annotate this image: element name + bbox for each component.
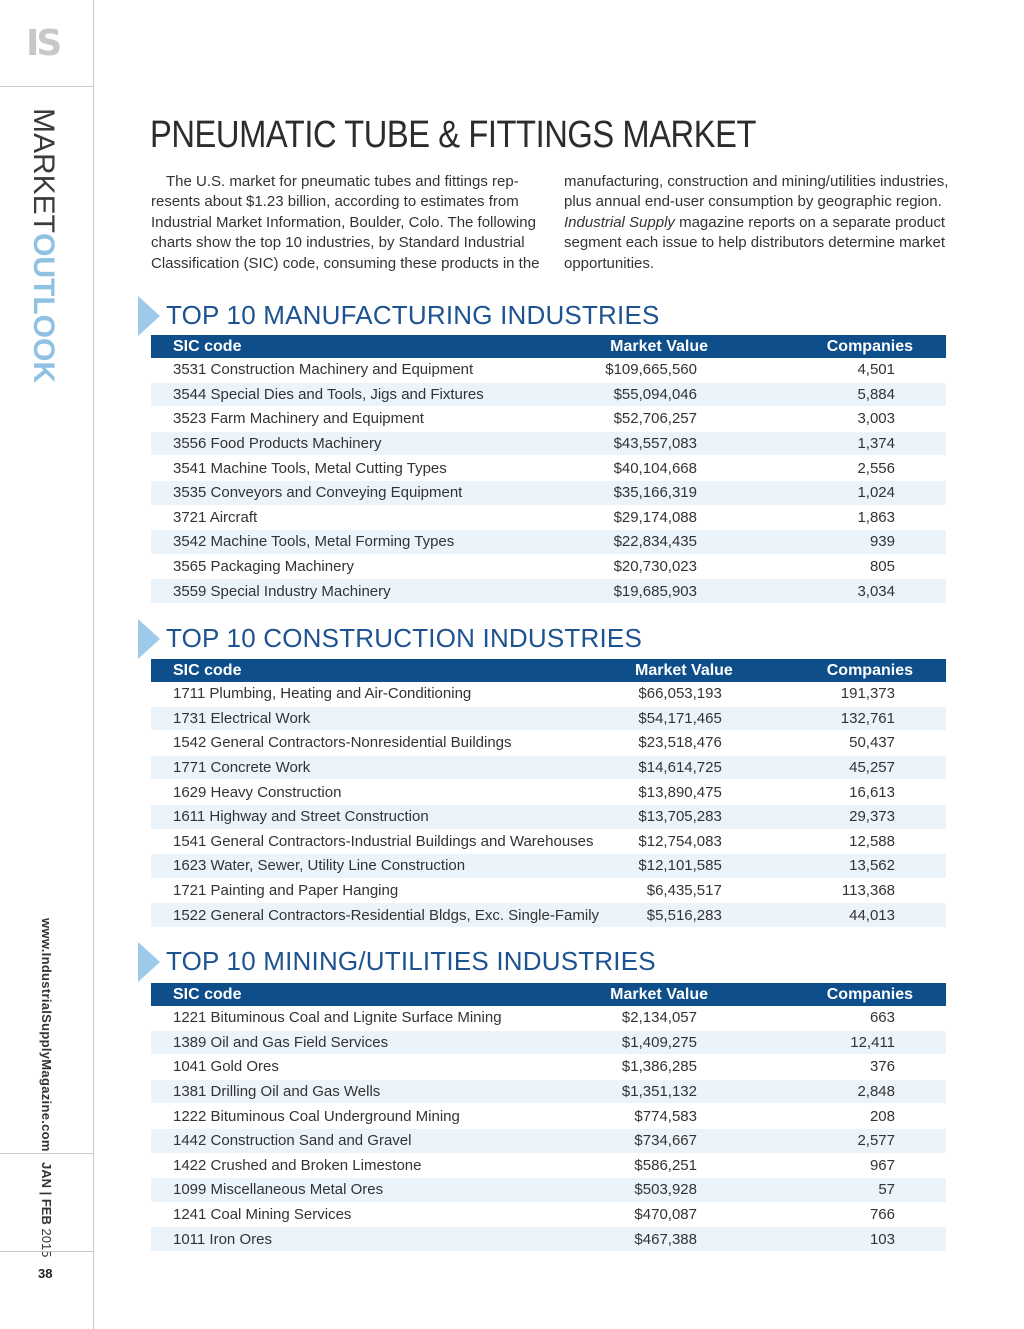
page-number: 38 xyxy=(38,1266,53,1281)
sidebar-divider xyxy=(0,86,93,87)
page-title: PNEUMATIC TUBE & FITTINGS MARKET xyxy=(150,114,757,156)
table-row xyxy=(151,432,946,457)
companies-cell: 4,501 xyxy=(733,358,946,383)
intro-column-1: The U.S. market for pneumatic tubes and fittings represents about $1.23 billion, according to estimates from Industrial Market Information, Boulder, Colo. The following charts show the top 10 industries, by Standard Industrial Classification (SIC) code, consuming these products in the xyxy=(151,173,540,272)
table-row xyxy=(151,879,946,904)
intro-column-2 xyxy=(564,172,950,274)
construction-table xyxy=(151,659,946,928)
table-row xyxy=(151,731,946,756)
arrow-icon xyxy=(138,942,160,982)
companies-cell: 29,373 xyxy=(758,805,946,830)
mining-table xyxy=(151,983,946,1252)
companies-cell: 1,374 xyxy=(733,432,946,457)
companies-cell: 5,884 xyxy=(733,383,946,408)
column-header: SIC code xyxy=(151,659,599,682)
table-row xyxy=(151,1031,946,1056)
sidebar xyxy=(0,0,94,1329)
sic-cell: 3523 Farm Machinery and Equipment xyxy=(151,407,560,432)
companies-cell: 766 xyxy=(733,1203,946,1228)
table-row xyxy=(151,854,946,879)
table-row xyxy=(151,1227,946,1252)
market-value-cell: $19,685,903 xyxy=(560,579,733,604)
table-row xyxy=(151,682,946,707)
table-row xyxy=(151,383,946,408)
column-header: SIC code xyxy=(151,983,560,1006)
companies-cell: 208 xyxy=(733,1104,946,1129)
sic-cell: 1422 Crushed and Broken Limestone xyxy=(151,1154,560,1179)
market-value-cell: $1,409,275 xyxy=(560,1031,733,1056)
market-value-cell: $5,516,283 xyxy=(599,903,758,928)
sic-cell: 3565 Packaging Machinery xyxy=(151,555,560,580)
table-row xyxy=(151,481,946,506)
companies-cell: 191,373 xyxy=(758,682,946,707)
sic-cell: 1623 Water, Sewer, Utility Line Construction xyxy=(151,854,599,879)
sic-cell: 3721 Aircraft xyxy=(151,506,560,531)
companies-cell: 44,013 xyxy=(758,903,946,928)
sic-cell: 1611 Highway and Street Construction xyxy=(151,805,599,830)
market-value-cell: $13,705,283 xyxy=(599,805,758,830)
table-row xyxy=(151,579,946,604)
sic-cell: 3542 Machine Tools, Metal Forming Types xyxy=(151,530,560,555)
market-value-cell: $470,087 xyxy=(560,1203,733,1228)
table-row xyxy=(151,1154,946,1179)
companies-cell: 13,562 xyxy=(758,854,946,879)
table-row xyxy=(151,407,946,432)
companies-cell: 45,257 xyxy=(758,756,946,781)
section-label xyxy=(28,108,58,383)
market-value-cell: $2,134,057 xyxy=(560,1006,733,1031)
sic-cell: 1731 Electrical Work xyxy=(151,707,599,732)
companies-cell: 1,024 xyxy=(733,481,946,506)
market-value-cell: $774,583 xyxy=(560,1104,733,1129)
table-row xyxy=(151,830,946,855)
table-row xyxy=(151,506,946,531)
companies-cell: 1,863 xyxy=(733,506,946,531)
table-header-row xyxy=(151,983,946,1006)
companies-cell: 2,577 xyxy=(733,1129,946,1154)
market-value-cell: $12,101,585 xyxy=(599,854,758,879)
companies-cell: 376 xyxy=(733,1055,946,1080)
intro-text: magazine reports on a separate product segment each issue to help distributors determine market opportunities. xyxy=(564,213,946,272)
table-row xyxy=(151,1006,946,1031)
companies-cell: 12,588 xyxy=(758,830,946,855)
sidebar-divider xyxy=(0,1153,93,1154)
market-value-cell: $467,388 xyxy=(560,1227,733,1252)
market-value-cell: $43,557,083 xyxy=(560,432,733,457)
sic-cell: 1711 Plumbing, Heating and Air-Conditioning xyxy=(151,682,599,707)
sic-cell: 3559 Special Industry Machinery xyxy=(151,579,560,604)
table-row xyxy=(151,756,946,781)
sic-cell: 3544 Special Dies and Tools, Jigs and Fixtures xyxy=(151,383,560,408)
sic-cell: 1241 Coal Mining Services xyxy=(151,1203,560,1228)
sidebar-divider xyxy=(0,1251,93,1252)
section-label-light: MARKET xyxy=(27,108,60,234)
market-value-cell: $109,665,560 xyxy=(560,358,733,383)
table-row xyxy=(151,903,946,928)
sic-cell: 1542 General Contractors-Nonresidential Buildings xyxy=(151,731,599,756)
table-row xyxy=(151,1104,946,1129)
companies-cell: 663 xyxy=(733,1006,946,1031)
sic-cell: 1629 Heavy Construction xyxy=(151,780,599,805)
table-row xyxy=(151,805,946,830)
sic-cell: 1221 Bituminous Coal and Lignite Surface Mining xyxy=(151,1006,560,1031)
sic-cell: 1099 Miscellaneous Metal Ores xyxy=(151,1178,560,1203)
market-value-cell: $35,166,319 xyxy=(560,481,733,506)
sic-cell: 1442 Construction Sand and Gravel xyxy=(151,1129,560,1154)
market-value-cell: $734,667 xyxy=(560,1129,733,1154)
market-value-cell: $29,174,088 xyxy=(560,506,733,531)
sic-cell: 3556 Food Products Machinery xyxy=(151,432,560,457)
section-title: TOP 10 MINING/UTILITIES INDUSTRIES xyxy=(166,946,656,976)
sic-cell: 1771 Concrete Work xyxy=(151,756,599,781)
market-value-cell: $1,386,285 xyxy=(560,1055,733,1080)
market-value-cell: $52,706,257 xyxy=(560,407,733,432)
companies-cell: 50,437 xyxy=(758,731,946,756)
market-value-cell: $23,518,476 xyxy=(599,731,758,756)
table-row xyxy=(151,555,946,580)
website-url[interactable]: www.IndustrialSupplyMagazine.com xyxy=(39,918,54,1152)
table-row xyxy=(151,530,946,555)
sic-cell: 1522 General Contractors-Residential Bldgs, Exc. Single-Family xyxy=(151,903,599,928)
companies-cell: 3,003 xyxy=(733,407,946,432)
column-header: SIC code xyxy=(151,335,560,358)
market-value-cell: $20,730,023 xyxy=(560,555,733,580)
column-header: Market Value xyxy=(599,659,758,682)
magazine-logo: IS xyxy=(26,23,60,64)
companies-cell: 57 xyxy=(733,1178,946,1203)
table-row xyxy=(151,707,946,732)
market-value-cell: $586,251 xyxy=(560,1154,733,1179)
section-title: TOP 10 MANUFACTURING INDUSTRIES xyxy=(166,300,660,330)
table-row xyxy=(151,1129,946,1154)
market-value-cell: $66,053,193 xyxy=(599,682,758,707)
table-row xyxy=(151,358,946,383)
issue-year: 2015 xyxy=(39,1224,54,1258)
companies-cell: 967 xyxy=(733,1154,946,1179)
issue-months: JAN | FEB xyxy=(39,1162,54,1225)
table-header-row xyxy=(151,335,946,358)
table-row xyxy=(151,780,946,805)
table-row xyxy=(151,1203,946,1228)
sic-cell: 1222 Bituminous Coal Underground Mining xyxy=(151,1104,560,1129)
column-header: Companies xyxy=(733,335,946,358)
market-value-cell: $1,351,132 xyxy=(560,1080,733,1105)
companies-cell: 805 xyxy=(733,555,946,580)
column-header: Companies xyxy=(758,659,946,682)
sic-cell: 1041 Gold Ores xyxy=(151,1055,560,1080)
magazine-name: Industrial Supply xyxy=(564,213,675,231)
column-header: Market Value xyxy=(560,335,733,358)
companies-cell: 103 xyxy=(733,1227,946,1252)
companies-cell: 113,368 xyxy=(758,879,946,904)
companies-cell: 16,613 xyxy=(758,780,946,805)
companies-cell: 2,848 xyxy=(733,1080,946,1105)
market-value-cell: $22,834,435 xyxy=(560,530,733,555)
sic-cell: 1721 Painting and Paper Hanging xyxy=(151,879,599,904)
table-row xyxy=(151,1178,946,1203)
sic-cell: 1541 General Contractors-Industrial Buildings and Warehouses xyxy=(151,830,599,855)
section-label-bold: OUTLOOK xyxy=(27,233,60,384)
sic-cell: 1381 Drilling Oil and Gas Wells xyxy=(151,1080,560,1105)
sic-cell: 3535 Conveyors and Conveying Equipment xyxy=(151,481,560,506)
column-header: Market Value xyxy=(560,983,733,1006)
companies-cell: 3,034 xyxy=(733,579,946,604)
table-row xyxy=(151,456,946,481)
market-value-cell: $14,614,725 xyxy=(599,756,758,781)
arrow-icon xyxy=(138,296,160,336)
intro-text: manufacturing, construction and mining/utilities industries, plus annual end-user consumption by geographic region. xyxy=(564,173,949,211)
table-row xyxy=(151,1080,946,1105)
sic-cell: 1389 Oil and Gas Field Services xyxy=(151,1031,560,1056)
market-value-cell: $40,104,668 xyxy=(560,456,733,481)
market-value-cell: $13,890,475 xyxy=(599,780,758,805)
table-row xyxy=(151,1055,946,1080)
companies-cell: 132,761 xyxy=(758,707,946,732)
manufacturing-table xyxy=(151,335,946,604)
sic-cell: 3541 Machine Tools, Metal Cutting Types xyxy=(151,456,560,481)
sic-cell: 3531 Construction Machinery and Equipment xyxy=(151,358,560,383)
market-value-cell: $503,928 xyxy=(560,1178,733,1203)
sic-cell: 1011 Iron Ores xyxy=(151,1227,560,1252)
column-header: Companies xyxy=(733,983,946,1006)
companies-cell: 2,556 xyxy=(733,456,946,481)
issue-date xyxy=(40,1162,53,1257)
market-value-cell: $54,171,465 xyxy=(599,707,758,732)
arrow-icon xyxy=(138,619,160,659)
market-value-cell: $6,435,517 xyxy=(599,879,758,904)
market-value-cell: $55,094,046 xyxy=(560,383,733,408)
section-title: TOP 10 CONSTRUCTION INDUSTRIES xyxy=(166,623,642,653)
companies-cell: 939 xyxy=(733,530,946,555)
market-value-cell: $12,754,083 xyxy=(599,830,758,855)
table-header-row xyxy=(151,659,946,682)
companies-cell: 12,411 xyxy=(733,1031,946,1056)
